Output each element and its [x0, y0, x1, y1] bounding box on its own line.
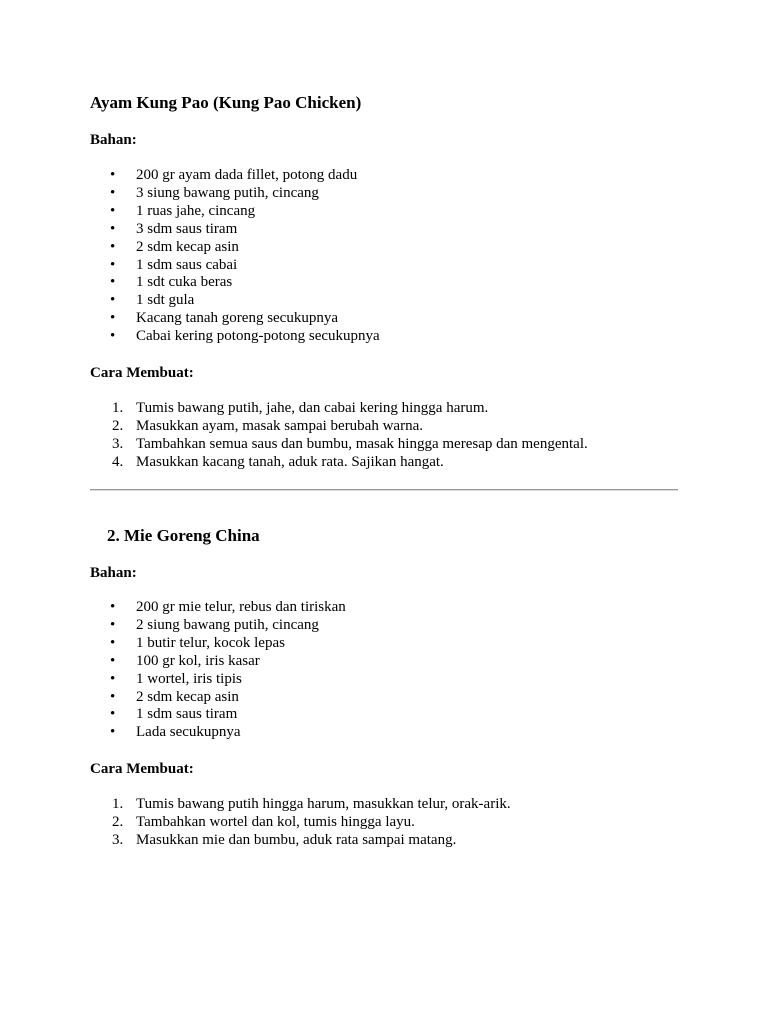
list-item: • 3 siung bawang putih, cincang — [90, 185, 380, 203]
list-item: • 2 sdm kecap asin — [90, 689, 346, 707]
list-item: • 1 sdt gula — [90, 292, 380, 310]
list-item: • 1 sdm saus tiram — [90, 706, 346, 724]
recipe-1-ingredients-list — [90, 167, 380, 346]
step-item — [90, 436, 588, 454]
section-divider — [90, 489, 678, 491]
list-item: • 1 sdt cuka beras — [90, 274, 380, 292]
recipe-1-title: Ayam Kung Pao (Kung Pao Chicken) — [90, 93, 362, 112]
step-number: 2. — [112, 417, 124, 434]
step-item — [90, 796, 511, 814]
list-item: • 1 butir telur, kocok lepas — [90, 635, 346, 653]
step-number: 4. — [112, 453, 124, 470]
step-text: Masukkan ayam, masak sampai berubah warna. — [136, 417, 423, 434]
list-item: • 200 gr mie telur, rebus dan tiriskan — [90, 599, 346, 617]
list-item: • 1 ruas jahe, cincang — [90, 203, 380, 221]
step-text: Masukkan kacang tanah, aduk rata. Sajikan hangat. — [136, 453, 444, 470]
step-item — [90, 814, 511, 832]
list-item: • Kacang tanah goreng secukupnya — [90, 310, 380, 328]
recipe-1-ingredients-label: Bahan: — [90, 132, 137, 148]
step-item — [90, 418, 588, 436]
step-text: Tumis bawang putih hingga harum, masukkan telur, orak-arik. — [136, 796, 511, 812]
list-item: • 1 sdm saus cabai — [90, 257, 380, 275]
step-number: 3. — [112, 831, 124, 848]
list-item: • 2 sdm kecap asin — [90, 239, 380, 257]
recipe-2-steps-list — [90, 796, 511, 850]
step-text: Tumis bawang putih, jahe, dan cabai kering hingga harum. — [136, 400, 489, 416]
list-item: • 1 wortel, iris tipis — [90, 671, 346, 689]
recipe-2-ingredients-list — [90, 599, 346, 742]
recipe-2-title: 2. Mie Goreng China — [107, 526, 260, 545]
step-text: Tambahkan wortel dan kol, tumis hingga layu. — [136, 813, 415, 830]
list-item: • Lada secukupnya — [90, 724, 346, 742]
recipe-2-steps-label: Cara Membuat: — [90, 761, 194, 777]
list-item: • 2 siung bawang putih, cincang — [90, 617, 346, 635]
list-item: • 200 gr ayam dada fillet, potong dadu — [90, 167, 380, 185]
step-text: Masukkan mie dan bumbu, aduk rata sampai matang. — [136, 831, 457, 848]
step-number: 2. — [112, 813, 124, 830]
step-number: 3. — [112, 435, 124, 452]
step-text: Tambahkan semua saus dan bumbu, masak hingga meresap dan mengental. — [136, 435, 588, 452]
step-item — [90, 454, 588, 472]
recipe-2-ingredients-label: Bahan: — [90, 565, 137, 581]
list-item: • Cabai kering potong-potong secukupnya — [90, 328, 380, 346]
step-item — [90, 832, 511, 850]
list-item: • 3 sdm saus tiram — [90, 221, 380, 239]
recipe-1-steps-label: Cara Membuat: — [90, 365, 194, 381]
recipe-1-steps-list — [90, 400, 588, 472]
step-number: 1. — [112, 400, 124, 416]
step-item — [90, 400, 588, 418]
list-item: • 100 gr kol, iris kasar — [90, 653, 346, 671]
step-number: 1. — [112, 796, 124, 812]
